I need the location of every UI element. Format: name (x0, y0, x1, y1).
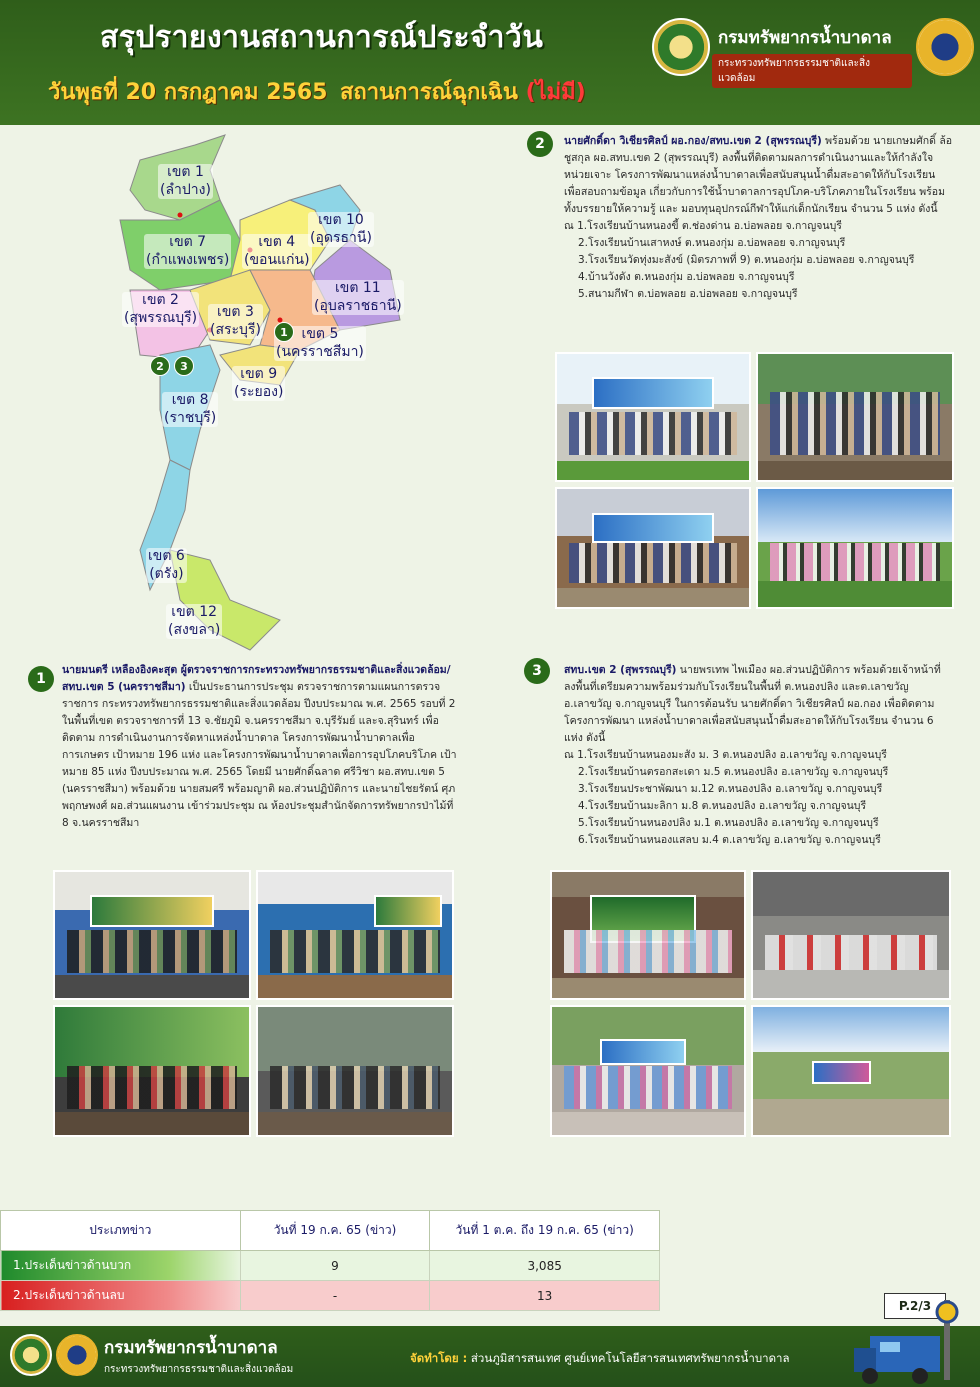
table-header: วันที่ 19 ก.ค. 65 (ข่าว) (240, 1211, 430, 1251)
section-1-photo (53, 1005, 251, 1137)
section-3-lead: สทบ.เขต 2 (สุพรรณบุรี) (564, 664, 677, 676)
page-header (0, 0, 980, 125)
section-2-photo (555, 487, 751, 609)
status-prefix: สถานการณ์ฉุกเฉิน (340, 80, 518, 105)
zone-label-11: เขต 11 (อุบลราชธานี) (314, 280, 402, 314)
section-2-body: พร้อมด้วย นายเกษมศักดิ์ ล้อชูสกุล ผอ.สทบ.เขต 2 (สุพรรณบุรี) ลงพื้นที่ติดตามผลการดำเนินงานและให้กำลังใจหน่วยเจาะ โครงการพัฒนาแหล่งน้ำบาดาลเพื่อสนับสนุนน้ำดื่มสะอาดให้กับโรงเรียน เพื่อสอบถามข้อมูล เกี่ยวกับการใช้น้ำบาดาลการอุปโภค-บริโภคภายในโรงเรียน พร้อมทั้งบรรยายให้ความรู้ และ มอบทุนอุปกรณ์กีฬาให้แก่เด็กนักเรียน จำนวน 5 แห่ง ดังนี้ (564, 135, 953, 215)
table-header: วันที่ 1 ต.ค. ถึง 19 ก.ค. 65 (ข่าว) (430, 1211, 660, 1251)
org-name: กรมทรัพยากรน้ำบาดาล (718, 28, 892, 48)
section-2-photo (756, 487, 954, 609)
table-cell-label: 1.ประเด็นข่าวด้านบวก (1, 1251, 241, 1281)
table-cell-day: 9 (240, 1251, 430, 1281)
section-2-item: 3.โรงเรียนวัดทุ่งมะสังข์ (มิตรภาพที่ 9) ต.หนองกุ่ม อ.บ่อพลอย จ.กาญจนบุรี (578, 254, 915, 266)
credit-label: จัดทำโดย : (410, 1351, 468, 1365)
zone-label-1: เขต 1 (ลำปาง) (160, 164, 211, 198)
page-number: P.2/3 (884, 1293, 946, 1319)
section-3-photo (751, 870, 951, 1000)
zone-label-2: เขต 2 (สุพรรณบุรี) (124, 292, 198, 326)
page-footer (0, 1326, 980, 1387)
section-2-photo (756, 352, 954, 482)
table-cell-label: 2.ประเด็นข่าวด้านลบ (1, 1281, 241, 1311)
table-cell-total: 3,085 (430, 1251, 660, 1281)
ministry-logo-icon (916, 18, 974, 76)
map-pin-2: 2 (150, 356, 170, 376)
footer-org-ministry: กระทรวงทรัพยากรธรรมชาติและสิ่งแวดล้อม (104, 1364, 294, 1375)
section-2-badge: 2 (527, 131, 553, 157)
map-pin-3: 3 (174, 356, 194, 376)
section-1-photo (256, 870, 454, 1000)
section-2-item: 4.บ้านวังดัง ต.หนองกุ่ม อ.บ่อพลอย จ.กาญจนบุรี (578, 271, 795, 283)
zone-label-6: เขต 6 (ตรัง) (148, 548, 185, 582)
table-header-row (1, 1211, 660, 1251)
zone-label-8: เขต 8 (ราชบุรี) (164, 392, 217, 426)
section-2-item: 2.โรงเรียนบ้านเสาหงษ์ ต.หนองกุ่ม อ.บ่อพลอย จ.กาญจนบุรี (578, 237, 846, 249)
section-2-item: ณ 1.โรงเรียนบ้านหนองขี้ ต.ช่องด่าน อ.บ่อพลอย จ.กาญจนบุรี (564, 220, 842, 232)
department-logo-icon (652, 18, 710, 76)
ministry-logo-icon (56, 1334, 98, 1376)
footer-org-name: กรมทรัพยากรน้ำบาดาล (104, 1338, 278, 1358)
table-header: ประเภทข่าว (1, 1211, 241, 1251)
section-1-text (62, 662, 458, 832)
zone-label-12: เขต 12 (สงขลา) (168, 604, 221, 638)
section-3-item: 2.โรงเรียนบ้านตรอกสะเดา ม.5 ต.หนองปลิง อ.เลาขวัญ จ.กาญจนบุรี (578, 766, 889, 778)
section-1-lead: นายมนตรี เหลืองอิงคะสุต ผู้ตรวจราชการกระทรวงทรัพยากรธรรมชาติและสิ่งแวดล้อม/ สทบ.เขต 5 (นครราชสีมา) (62, 664, 451, 693)
status-value: (ไม่มี) (525, 80, 586, 105)
report-date: วันพุธที่ 20 กรกฎาคม 2565 (48, 80, 328, 105)
section-3-body: นายพรเทพ ไพเมือง ผอ.ส่วนปฏิบัติการ พร้อมด้วยเจ้าหน้าที่ ลงพื้นที่เตรียมความพร้อมร่วมกับโรงเรียนในพื้นที่ ต.หนองปลิง และต.เลาขวัญ อ.เลาขวัญ จ.กาญจนบุรี ในการต้อนรับ นายศักดิ์ดา วิเชียรศิลป์ ผอ.กอง เพื่อติดตาม โครงการพัฒนา แหล่งน้ำบาดาลเพื่อสนับสนุนน้ำดื่มสะอาดให้กับโรงเรียน จำนวน 6 แห่ง ดังนี้ (564, 664, 941, 744)
zone-label-9: เขต 9 (ระยอง) (234, 366, 284, 400)
section-2-photo (555, 352, 751, 482)
zone-label-7: เขต 7 (กำแพงเพชร) (146, 234, 230, 268)
section-2-text (564, 133, 954, 303)
org-ministry: กระทรวงทรัพยากรธรรมชาติและสิ่งแวดล้อม (712, 54, 912, 88)
footer-credit (410, 1350, 790, 1368)
news-summary-table (0, 1210, 660, 1311)
zone-label-4: เขต 4 (ขอนแก่น) (244, 234, 310, 268)
zone-label-5: เขต 5 (นครราชสีมา) (276, 326, 364, 360)
table-cell-total: 13 (430, 1281, 660, 1311)
zone-label-3: เขต 3 (สระบุรี) (210, 304, 261, 338)
section-1-badge: 1 (28, 666, 54, 692)
section-3-badge: 3 (524, 658, 550, 684)
section-3-item: 4.โรงเรียนบ้านมะลิกา ม.8 ต.หนองปลิง อ.เลาขวัญ จ.กาญจนบุรี (578, 800, 867, 812)
section-1-photo (53, 870, 251, 1000)
section-3-item: 3.โรงเรียนประชาพัฒนา ม.12 ต.หนองปลิง อ.เลาขวัญ จ.กาญจนบุรี (578, 783, 883, 795)
drilling-truck-icon (850, 1300, 970, 1387)
credit-text: ส่วนภูมิสารสนเทศ ศูนย์เทคโนโลยีสารสนเทศทรัพยากรน้ำบาดาล (470, 1351, 790, 1365)
table-cell-day: - (240, 1281, 430, 1311)
section-1-body: เป็นประธานการประชุม ตรวจราชการตามแผนการตรวจราชการ กระทรวงทรัพยากรธรรมชาติและสิ่งแวดล้อม ปีงบประมาณ พ.ศ. 2565 รอบที่ 2 ในพื้นที่เขต ตรวจราชการที่ 13 จ.ชัยภูมิ จ.นครราชสีมา จ.บุรีรัมย์ และจ.สุรินทร์ เพื่อติดตาม การดำเนินงานการจัดหาแหล่งน้ำบาดาล โครงการพัฒนาน้ำบาดาลเพื่อการเกษตร เป้าหมาย 196 แห่ง และโครงการพัฒนาน้ำบาดาลเพื่อการอุปโภคบริโภค เป้าหมาย 85 แห่ง ปีงบประมาณ พ.ศ. 2565 โดยมี นายศักดิ์ฉลาด ศรีวิชา ผอ.สทบ.เขต 5 (นครราชสีมา) พร้อมด้วย นายสมศรี พร้อมญาติ ผอ.ส่วนปฏิบัติการ และนายไชยรัตน์ ศุภพฤกษพงศ์ ผอ.ส่วนแผนงาน เข้าร่วมประชุม ณ ห้องประชุมสำนักจัดการทรัพยากรป่าไม้ที่ 8 จ.นครราชสีมา (62, 681, 457, 829)
section-3-item: 5.โรงเรียนบ้านหนองปลิง ม.1 ต.หนองปลิง อ.เลาขวัญ จ.กาญจนบุรี (578, 817, 879, 829)
section-2-lead: นายศักดิ์ดา วิเชียรศิลป์ ผอ.กอง/สทบ.เขต 2 (สุพรรณบุรี) (564, 135, 822, 147)
section-3-item: ณ 1.โรงเรียนบ้านหนองมะสัง ม. 3 ต.หนองปลิง อ.เลาขวัญ จ.กาญจนบุรี (564, 749, 887, 761)
table-row-negative (1, 1281, 660, 1311)
section-3-photo (550, 870, 746, 1000)
map-pin-1: 1 (274, 322, 294, 342)
table-row-positive (1, 1251, 660, 1281)
section-3-photo (751, 1005, 951, 1137)
section-2-item: 5.สนามกีฬา ต.บ่อพลอย อ.บ่อพลอย จ.กาญจนบุรี (578, 288, 798, 300)
section-3-item: 6.โรงเรียนบ้านหนองแสลบ ม.4 ต.เลาขวัญ อ.เลาขวัญ จ.กาญจนบุรี (578, 834, 881, 846)
section-3-photo (550, 1005, 746, 1137)
thailand-zone-map (100, 130, 410, 660)
section-3-text (564, 662, 954, 849)
emergency-status (340, 74, 586, 109)
report-title: สรุปรายงานสถานการณ์ประจำวัน (100, 20, 544, 55)
section-1-photo (256, 1005, 454, 1137)
zone-label-10: เขต 10 (อุดรธานี) (310, 212, 372, 246)
department-logo-icon (10, 1334, 52, 1376)
